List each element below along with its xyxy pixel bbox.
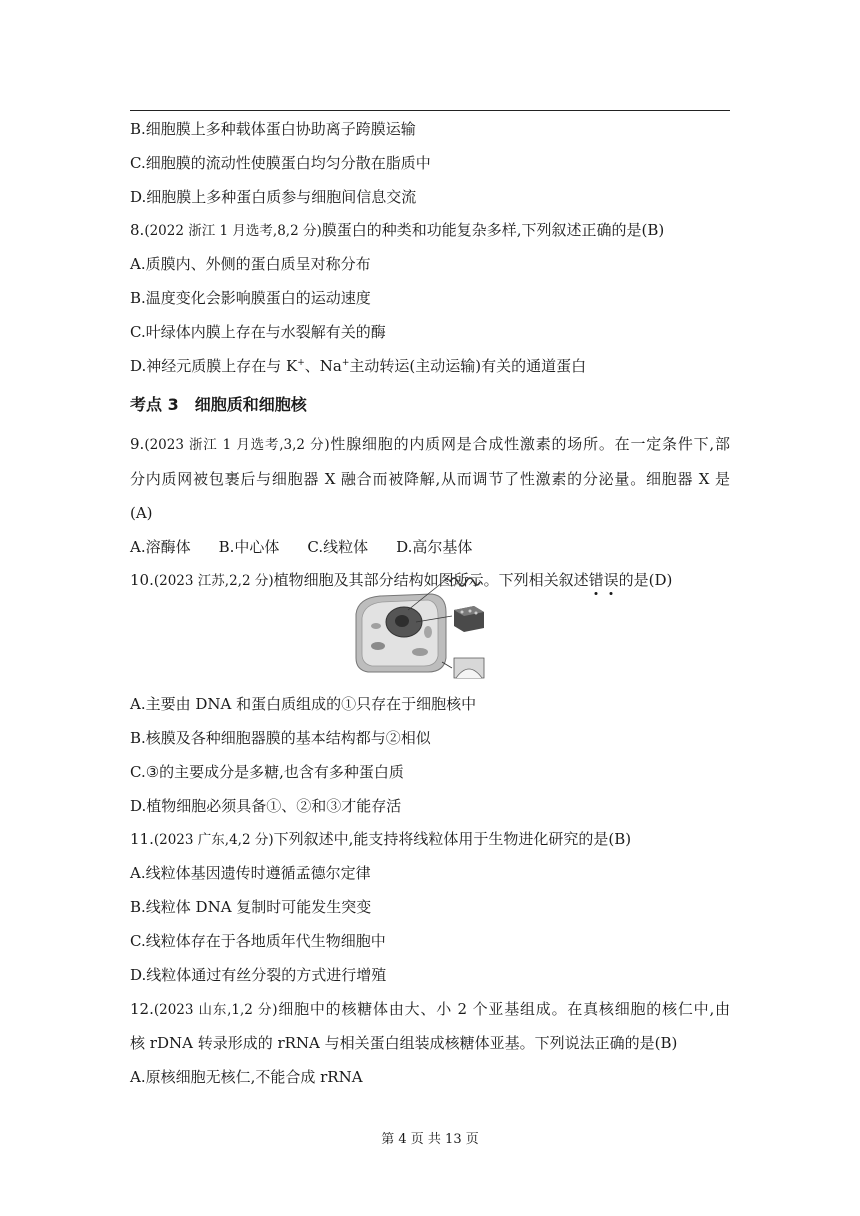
q10-emphasis-2: 误 (603, 571, 619, 589)
q8-number: 8. (130, 221, 145, 239)
q9-option-c: C.线粒体 (307, 538, 369, 556)
q11-option-a: A.线粒体基因遗传时遵循孟德尔定律 (130, 864, 371, 882)
q9-option-b: B.中心体 (218, 538, 280, 556)
q10-option-c: C.③的主要成分是多糖,也含有多种蛋白质 (130, 763, 404, 781)
q12-number: 12. (130, 1000, 154, 1018)
q9-option-d: D.高尔基体 (396, 538, 473, 556)
q8-option-c: C.叶绿体内膜上存在与水裂解有关的酶 (130, 323, 386, 341)
q8-option-b: B.温度变化会影响膜蛋白的运动速度 (130, 289, 371, 307)
q7-option-b: B.细胞膜上多种载体蛋白协助离子跨膜运输 (130, 120, 416, 138)
q10-number: 10. (130, 571, 154, 589)
q8-source: (2022 浙江 1 月选考,8,2 分) (144, 223, 322, 239)
q12-stem-line2: 核 rDNA 转录形成的 rRNA 与相关蛋白组装成核糖体亚基。下列说法正确的是(B) (130, 1034, 678, 1052)
q11-text: 下列叙述中,能支持将线粒体用于生物进化研究的是(B) (273, 830, 632, 848)
q8-option-d-part2: 、Na (304, 357, 342, 375)
na-ion-charge: + (341, 358, 350, 368)
plant-cell-illustration (356, 594, 446, 672)
q10-text: 植物细胞及其部分结构如图所示。下列相关叙述 (273, 571, 589, 589)
q8-text: 膜蛋白的种类和功能复杂多样,下列叙述正确的是(B) (321, 221, 665, 239)
q10-option-b: B.核膜及各种细胞器膜的基本结构都与②相似 (130, 729, 431, 747)
q12-source: (2023 山东,1,2 分) (153, 1002, 278, 1018)
q12-text-1: 细胞中的核糖体由大、小 2 个亚基组成。在真核细胞的核仁中,由 (277, 1000, 730, 1018)
q9-stem-line1 (130, 434, 730, 455)
cell-wall-structure (454, 658, 484, 678)
q10-text-end: 的是(D) (618, 571, 673, 589)
page-footer: 第 4 页 共 13 页 (381, 1132, 479, 1147)
q8-option-a: A.质膜内、外侧的蛋白质呈对称分布 (130, 255, 371, 273)
q9-source: (2023 浙江 1 月选考,3,2 分) (144, 437, 330, 453)
q11-option-b: B.线粒体 DNA 复制时可能发生突变 (130, 898, 372, 916)
q8-option-d-part1: D.神经元质膜上存在与 K (130, 357, 298, 375)
membrane-block-structure (454, 606, 484, 632)
chromatin-structure (450, 578, 480, 586)
q12-stem-line1 (130, 999, 730, 1020)
q9-options (130, 537, 500, 557)
q11-stem (130, 829, 631, 850)
q10-emphasis-1: 错 (588, 571, 604, 589)
q9-option-a: A.溶酶体 (130, 538, 191, 556)
q9-answer: (A) (130, 504, 153, 522)
k-ion-charge: + (297, 358, 305, 368)
q10-option-a: A.主要由 DNA 和蛋白质组成的①只存在于细胞核中 (130, 695, 477, 713)
q8-stem (130, 220, 664, 241)
q11-number: 11. (130, 830, 154, 848)
q10-source: (2023 江苏,2,2 分) (153, 573, 274, 589)
plant-cell-figure (350, 566, 510, 686)
q9-text-1: 性腺细胞的内质网是合成性激素的场所。在一定条件下,部 (329, 435, 730, 453)
q7-option-c: C.细胞膜的流动性使膜蛋白均匀分散在脂质中 (130, 154, 431, 172)
header-rule (130, 110, 730, 111)
q8-option-d (130, 356, 586, 376)
q7-option-d: D.细胞膜上多种蛋白质参与细胞间信息交流 (130, 188, 417, 206)
q9-number: 9. (130, 435, 145, 453)
q12-option-a: A.原核细胞无核仁,不能合成 rRNA (130, 1068, 363, 1086)
section-heading: 考点 3 细胞质和细胞核 (130, 395, 307, 414)
q11-option-c: C.线粒体存在于各地质年代生物细胞中 (130, 932, 386, 950)
q11-option-d: D.线粒体通过有丝分裂的方式进行增殖 (130, 966, 387, 984)
q8-option-d-part3: 主动转运(主动运输)有关的通道蛋白 (349, 357, 587, 375)
q10-option-d: D.植物细胞必须具备①、②和③才能存活 (130, 797, 402, 815)
q9-stem-line2: 分内质网被包裹后与细胞器 X 融合而被降解,从而调节了性激素的分泌量。细胞器 X 是 (130, 470, 730, 488)
q11-source: (2023 广东,4,2 分) (153, 832, 274, 848)
